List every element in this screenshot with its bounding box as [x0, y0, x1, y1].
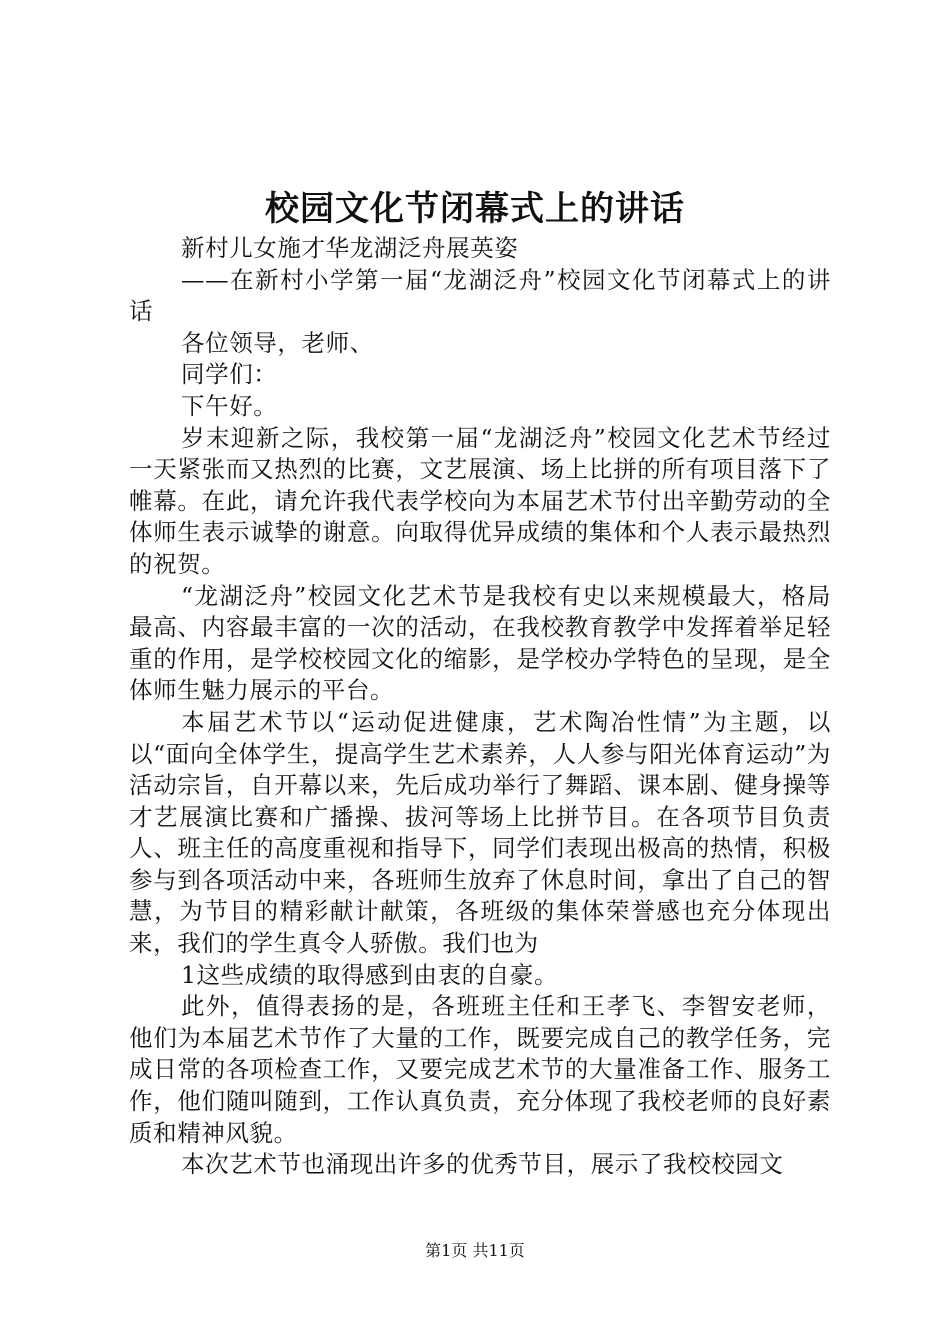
paragraph-body: 此外，值得表扬的是，各班班主任和王孝飞、李智安老师，他们为本届艺术节作了大量的工作，既要完成自己的教学任务，完成日常的各项检查工作，又要完成艺术节的大量准备工作、服务工作，他们随叫随到，工作认真负责，充分体现了我校老师的良好素质和精神风貌。: [129, 992, 831, 1147]
paragraph-body: 岁末迎新之际，我校第一届“龙湖泛舟”校园文化艺术节经过一天紧张而又热烈的比赛，文艺展演、场上比拼的所有项目落下了帷幕。在此，请允许我代表学校向为本届艺术节付出辛勤劳动的全体师生表示诚挚的谢意。向取得优异成绩的集体和个人表示最热烈的祝贺。: [129, 423, 831, 578]
paragraph-body: 本次艺术节也涌现出许多的优秀节目，展示了我校校园文: [181, 1150, 784, 1179]
paragraph-subtitle: 新村儿女施才华龙湖泛舟展英姿: [181, 234, 519, 262]
paragraph-salutation: 各位领导，老师、: [181, 328, 374, 357]
paragraph-body: “龙湖泛舟”校园文化艺术节是我校有史以来规模最大，格局最高、内容最丰富的一次的活动，在我校教育教学中发挥着举足轻重的作用，是学校校园文化的缩影，是学校办学特色的呈现，是全体师生魅力展示的平台。: [129, 581, 831, 705]
paragraph-salutation-students: 同学们：: [181, 360, 278, 389]
paragraph-body: 本届艺术节以“运动促进健康，艺术陶冶性情”为主题，以以“面向全体学生，提高学生艺术素养，人人参与阳光体育运动”为活动宗旨，自开幕以来，先后成功举行了舞蹈、课本剧、健身操等才艺展演比赛和广播操、拔河等场上比拼节目。在各项节目负责人、班主任的高度重视和指导下，同学们表现出极高的热情，积极参与到各项活动中来，各班师生放弃了休息时间，拿出了自己的智慧，为节目的精彩献计献策，各班级的集体荣誉感也充分体现出来，我们的学生真令人骄傲。我们也为: [129, 707, 831, 958]
document-title: 校园文化节闭幕式上的讲话: [265, 189, 685, 229]
paragraph-greeting: 下午好。: [181, 391, 278, 420]
document-body: [129, 233, 831, 1181]
page-number-footer: 第1页 共11页: [425, 1241, 525, 1260]
paragraph-subheading: ——在新村小学第一届“龙湖泛舟”校园文化节闭幕式上的讲话: [129, 265, 831, 326]
paragraph-body: 1这些成绩的取得感到由衷的自豪。: [181, 960, 559, 989]
